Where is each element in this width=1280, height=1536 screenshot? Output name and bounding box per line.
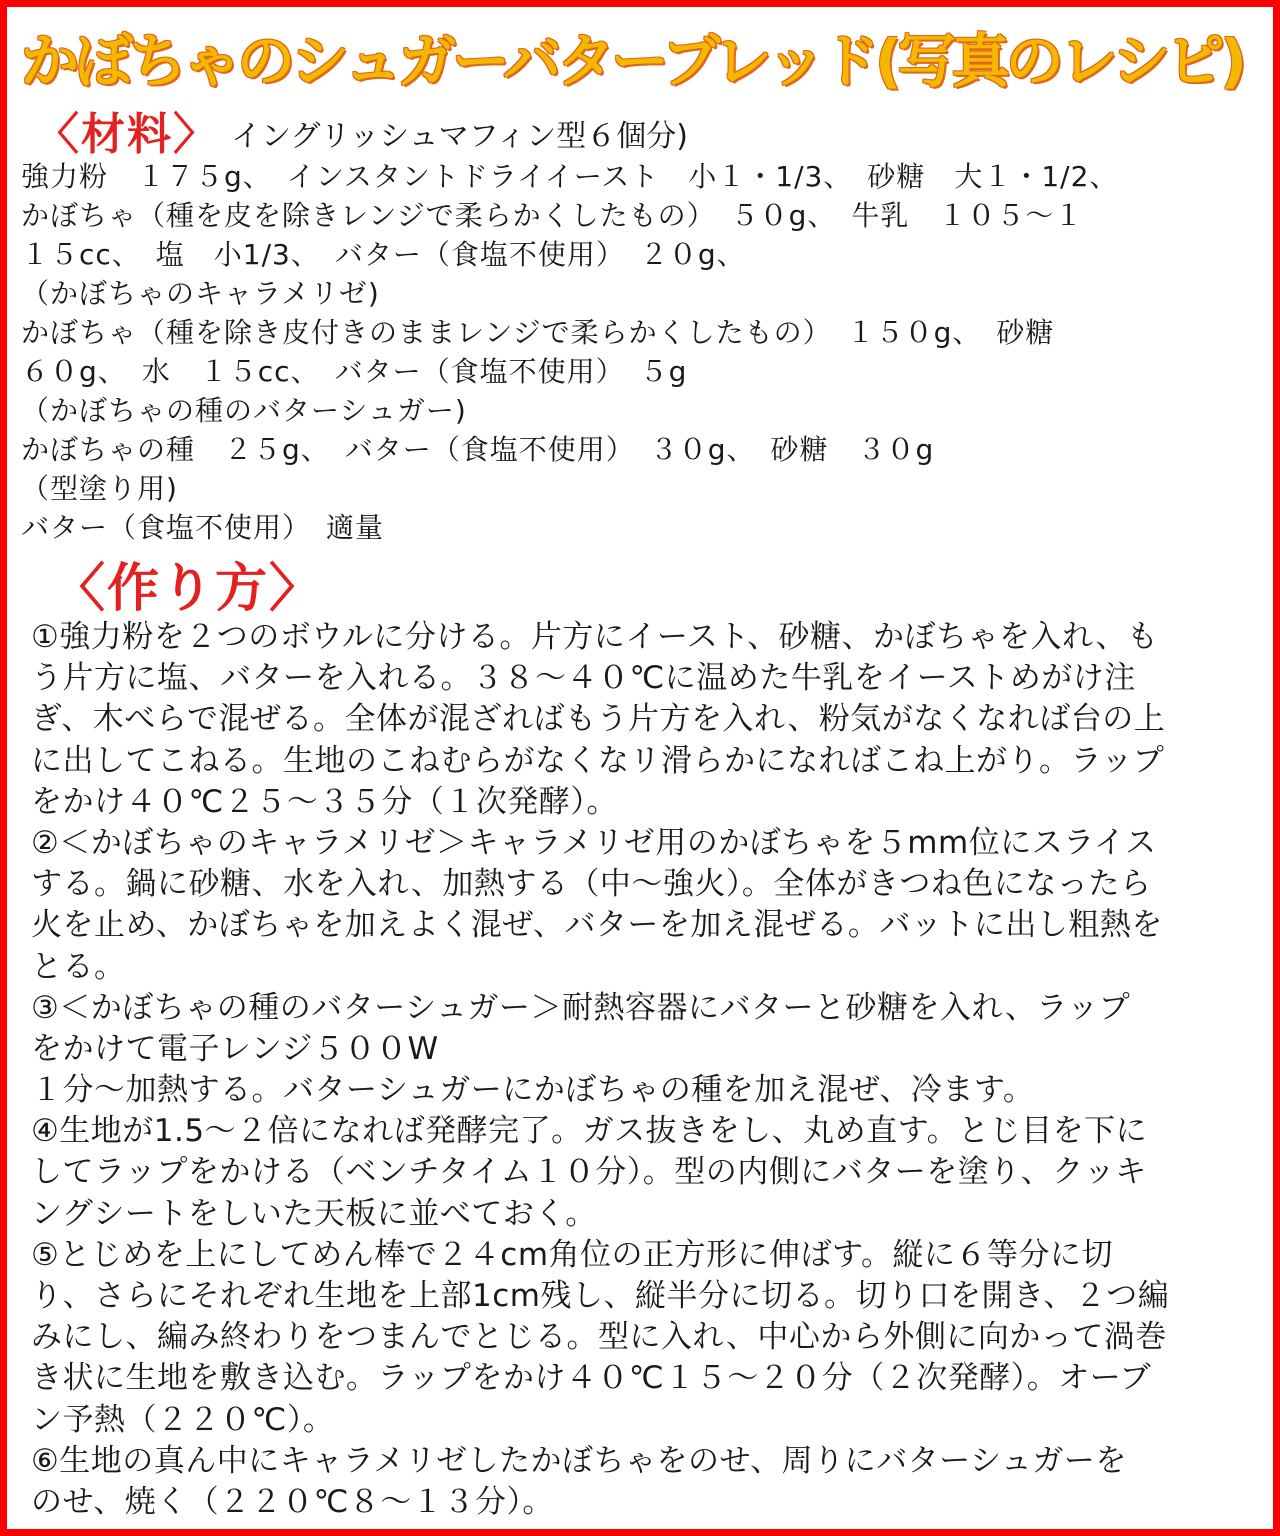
method-line: り、さらにそれぞれ生地を上部1cm残し、縦半分に切る。切り口を開き、２つ編 [31,1278,1170,1314]
method-line: ①強力粉を２つのボウルに分ける。片方にイースト、砂糖、かぼちゃを入れ、も [31,619,1159,655]
method-line: ③＜かぼちゃの種のバターシュガー＞耐熱容器にバターと砂糖を入れ、ラップ [31,989,1131,1026]
method-line: ングシートをしいた天板に並べておく。 [31,1195,597,1232]
method-steps [31,617,1271,1523]
method-line: とる。 [31,948,126,985]
ingredient-line: ６０g、 水 １５cc、 バター（食塩不使用） ５g [21,355,688,388]
recipe-title: かぼちゃのシュガーバターブレッド(写真のレシピ) [21,27,1243,95]
ingredient-line: かぼちゃ（種を除き皮付きのままレンジで柔らかくしたもの） １５０g、 砂糖 [21,316,1055,349]
method-line: する。鍋に砂糖、水を入れ、加熱する（中～強火）。全体がきつね色になったら [31,866,1152,903]
method-line: に出してこねる。生地のこねむらがなくなリ滑らかになればこね上がり。ラップ [31,742,1165,779]
method-line: をかけ４０℃２５～３５分（１次発酵）。 [31,783,618,820]
method-line: 火を止め、かぼちゃを加えよく混ぜ、バターを加え混ぜる。バットに出し粗熱を [31,907,1163,944]
method-line: う片方に塩、バターを入れる。３８～４０℃に温めた牛乳をイーストめがけ注 [31,660,1136,697]
ingredient-line: かぼちゃ（種を皮を除きレンジで柔らかくしたもの） ５０g、 牛乳 １０５～１ [21,199,1084,232]
method-line: のせ、焼く（２２０℃８～１３分）。 [31,1483,554,1520]
method-line: ⑤とじめを上にしてめん棒で２４cm角位の正方形に伸ばす。縦に６等分に切 [31,1236,1114,1273]
method-line: ②＜かぼちゃのキャラメリゼ＞キャラメリゼ用のかぼちゃを５mm位にスライス [31,824,1157,861]
materials-yield: イングリッシュマフィン型６個分) [231,119,688,154]
method-line: ④生地が1.5～２倍になれば発酵完了。ガス抜きをし、丸め直す。とじ目を下に [31,1113,1148,1150]
ingredient-subheading: （かぼちゃのキャラメリゼ) [21,277,380,310]
method-line: き状に生地を敷き込む。ラップをかけ４０℃１５～２０分（２次発酵）。オーブ [31,1360,1152,1397]
method-line: みにし、編み終わりをつまんでとじる。型に入れ、中心から外側に向かって渦巻 [31,1319,1167,1356]
materials-heading: 〈材料〉 [35,109,219,160]
ingredient-line: 強力粉 １７５g、 インスタントドライイースト 小１・1/3、 砂糖 大１・1/2、 [21,160,1119,193]
ingredient-line: １５cc、 塩 小1/3、 バター（食塩不使用） ２０g、 [21,238,746,271]
method-line: ン予熱（２２０℃）。 [31,1401,335,1438]
method-line: をかけて電子レンジ５００W [31,1030,439,1067]
ingredient-subheading: （かぼちゃの種のバターシュガー) [21,394,467,427]
method-line: してラップをかける（ベンチタイム１０分）。型の内側にバターを塗り、クッキ [31,1154,1147,1191]
ingredient-line: かぼちゃの種 ２５g、 バター（食塩不使用） ３０g、 砂糖 ３０g [21,433,935,466]
ingredient-line: バター（食塩不使用） 適量 [21,511,385,544]
method-line: ⑥生地の真ん中にキャラメリゼしたかぼちゃをのせ、周りにバターシュガーを [31,1442,1127,1479]
ingredient-subheading: （型塗り用) [21,472,178,505]
ingredients-list [21,157,1271,547]
method-line: ぎ、木べらで混ぜる。全体が混ざればもう片方を入れ、粉気がなくなれば台の上 [31,701,1166,738]
method-line: １分～加熱する。バターシュガーにかぼちゃの種を加え混ぜ、冷ます。 [31,1072,1035,1109]
method-heading: 〈作り方〉 [53,559,324,619]
